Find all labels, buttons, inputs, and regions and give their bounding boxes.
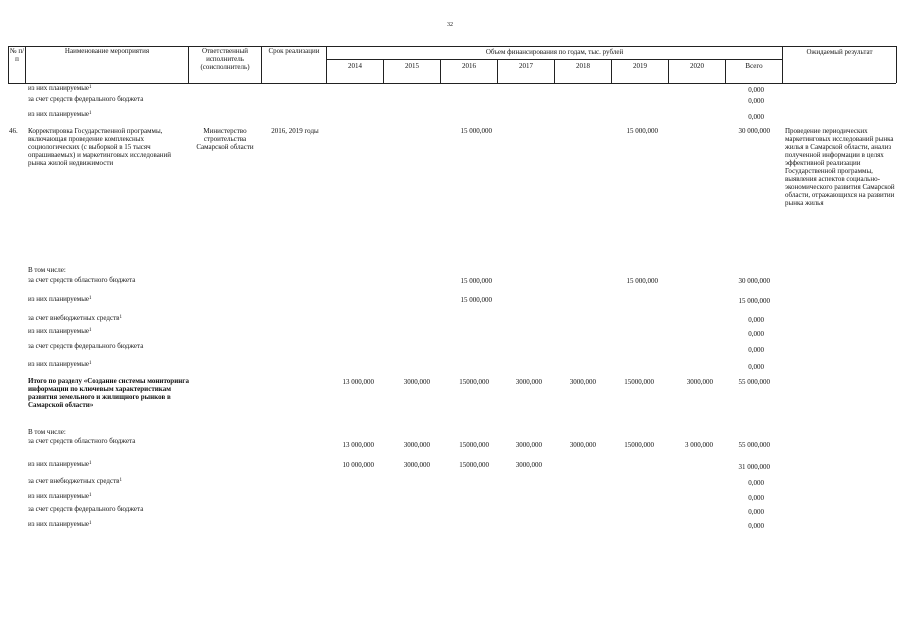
page-number: 32 xyxy=(447,22,453,28)
item-2019: 15 000,000 xyxy=(626,127,658,135)
breakdown-label: за счет средств областного бюджета xyxy=(28,437,136,445)
cell-2015: 3000,000 xyxy=(403,461,430,469)
cell-2014: 13 000,000 xyxy=(342,441,374,449)
year-2016: 2016 xyxy=(462,62,476,70)
cell-2020: 3 000,000 xyxy=(685,441,713,449)
section-total-2016: 15000,000 xyxy=(459,378,489,386)
cell-2016: 15000,000 xyxy=(459,461,489,469)
breakdown-2016: 15 000,000 xyxy=(460,277,492,285)
header-executor: Ответственный исполнитель (соисполнитель) xyxy=(200,47,250,72)
cell-total: 0,000 xyxy=(748,479,764,487)
cell-total: 0,000 xyxy=(748,508,764,516)
breakdown-2016: 15 000,000 xyxy=(460,296,492,304)
breakdown-label: за счет средств областного бюджета xyxy=(28,276,136,284)
breakdown-total: 30 000,000 xyxy=(738,277,770,285)
breakdown-label: за счет средств федерального бюджета xyxy=(28,505,144,513)
section-total-2019: 15000,000 xyxy=(624,378,654,386)
breakdown-total: 0,000 xyxy=(748,346,764,354)
list-item-label: из них планируемые$^1$ xyxy=(28,110,92,118)
breakdown-label: из них планируемые$^1$ xyxy=(28,360,92,368)
year-2014: 2014 xyxy=(348,62,362,70)
item-2016: 15 000,000 xyxy=(460,127,492,135)
header-result: Ожидаемый результат xyxy=(806,48,873,56)
breakdown-2019: 15 000,000 xyxy=(626,277,658,285)
list-item-total: 0,000 xyxy=(748,86,764,94)
year-2020: 2020 xyxy=(690,62,704,70)
header-name: Наименование мероприятия xyxy=(64,47,150,55)
item-name: Корректировка Государственной программы, включающая проведение комплексных социологических (с выборкой в 15 тысяч опрашиваемых) и маркетинговых исследований рынка жилой недвижимости xyxy=(28,127,172,168)
list-item-label: из них планируемые$^1$ xyxy=(28,84,92,92)
breakdown-label: из них планируемые$^1$ xyxy=(28,327,92,335)
breakdown-label: за счет средств федерального бюджета xyxy=(28,342,144,350)
section-total-sum: 55 000,000 xyxy=(738,378,770,386)
breakdown-label: за счет внебюджетных средств$^1$ xyxy=(28,477,122,485)
item-number: 46. xyxy=(9,127,18,135)
year-2018: 2018 xyxy=(576,62,590,70)
header-num: № п/п xyxy=(9,47,25,64)
section-total-2015: 3000,000 xyxy=(403,378,430,386)
breakdown-total: 0,000 xyxy=(748,363,764,371)
cell-2015: 3000,000 xyxy=(403,441,430,449)
breakdown-label: из них планируемые$^1$ xyxy=(28,492,92,500)
breakdown-total: 0,000 xyxy=(748,330,764,338)
cell-total: 55 000,000 xyxy=(738,441,770,449)
breakdown-intro: В том числе: xyxy=(28,428,66,436)
list-item-total: 0,000 xyxy=(748,97,764,105)
cell-2016: 15000,000 xyxy=(459,441,489,449)
list-item-total: 0,000 xyxy=(748,113,764,121)
breakdown-intro: В том числе: xyxy=(28,266,66,274)
cell-total: 31 000,000 xyxy=(738,463,770,471)
year-2015: 2015 xyxy=(405,62,419,70)
breakdown-label: из них планируемые$^1$ xyxy=(28,460,92,468)
cell-total: 0,000 xyxy=(748,522,764,530)
year-2019: 2019 xyxy=(633,62,647,70)
breakdown-label: из них планируемые$^1$ xyxy=(28,295,92,303)
section-total-2020: 3000,000 xyxy=(686,378,713,386)
item-result: Проведение периодических маркетинговых исследований рынка жилья в Самарской области, анализ полученной информации в целях эффективной реализации Государственной программы, выявления аспектов социально-экономического развития Самарской области, отражающихся на развитии рынка жилья xyxy=(785,127,895,208)
item-executor: Министерство строительства Самарской области xyxy=(196,127,254,152)
section-total-2017: 3000,000 xyxy=(515,378,542,386)
cell-total: 0,000 xyxy=(748,494,764,502)
section-total-label: Итого по разделу «Создание системы мониторинга информации по ключевым характеристикам развития земельного и жилищного рынков в Самарской области» xyxy=(28,377,189,410)
section-total-2014: 13 000,000 xyxy=(342,378,374,386)
header-term: Срок реализации xyxy=(268,47,320,55)
year-total: Всего xyxy=(745,62,763,70)
year-2017: 2017 xyxy=(519,62,533,70)
breakdown-total: 15 000,000 xyxy=(738,297,770,305)
header-financing: Объем финансирования по годам, тыс. рублей xyxy=(485,48,624,56)
cell-2017: 3000,000 xyxy=(515,441,542,449)
cell-2019: 15000,000 xyxy=(624,441,654,449)
breakdown-total: 0,000 xyxy=(748,316,764,324)
item-total: 30 000,000 xyxy=(738,127,770,135)
cell-2014: 10 000,000 xyxy=(342,461,374,469)
breakdown-label: за счет внебюджетных средств$^1$ xyxy=(28,314,122,322)
cell-2018: 3000,000 xyxy=(569,441,596,449)
section-total-2018: 3000,000 xyxy=(569,378,596,386)
list-item-label: за счет средств федерального бюджета xyxy=(28,95,144,103)
breakdown-label: из них планируемые$^1$ xyxy=(28,520,92,528)
item-term: 2016, 2019 годы xyxy=(271,127,319,135)
cell-2017: 3000,000 xyxy=(515,461,542,469)
